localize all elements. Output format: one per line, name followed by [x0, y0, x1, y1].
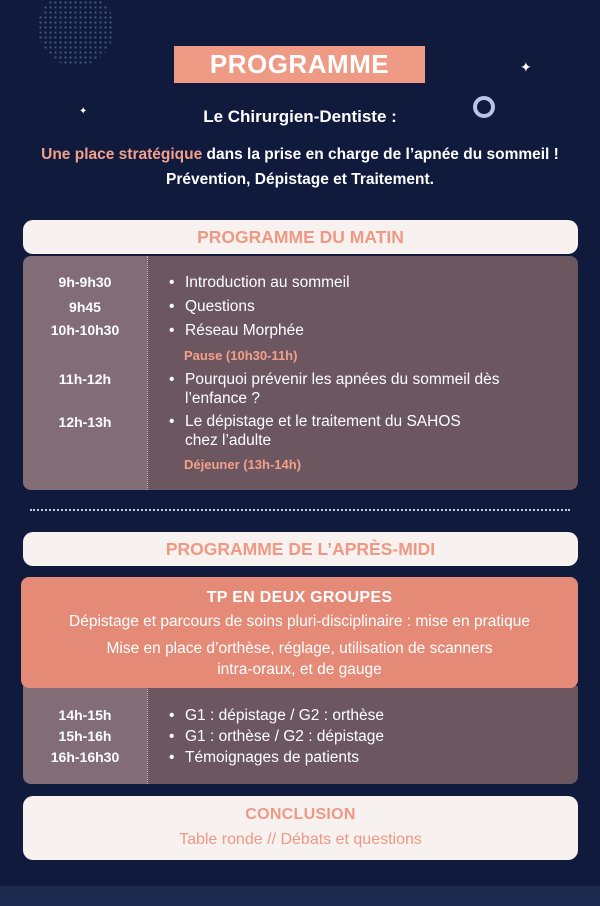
tp-description: Mise en place d’orthèse, réglage, utilisation de scanners	[106, 640, 493, 657]
schedule-item: • Le dépistage et le traitement du SAHOS chez l’adulte	[169, 413, 461, 449]
subtitle-themes: Prévention, Dépistage et Traitement.	[166, 171, 434, 188]
morning-section-title: PROGRAMME DU MATIN	[23, 220, 578, 254]
pause-label: Pause (10h30-11h)	[184, 348, 298, 363]
schedule-item: • Témoignages de patients	[169, 749, 360, 766]
time-label: 9h-9h30	[58, 274, 112, 290]
subtitle-role: Le Chirurgien-Dentiste :	[203, 107, 397, 126]
time-label: 12h-13h	[58, 414, 112, 430]
schedule-item: • Réseau Morphée	[169, 322, 304, 339]
schedule-item: • Introduction au sommeil	[169, 274, 350, 291]
conclusion-text: Table ronde // Débats et questions	[179, 831, 422, 848]
sparkle-icon: ✦	[79, 106, 88, 117]
time-label: 10h-10h30	[50, 322, 120, 338]
dotted-circle-decoration	[38, 0, 114, 66]
afternoon-section-title: PROGRAMME DE L’APRÈS-MIDI	[23, 532, 578, 566]
time-label: 9h45	[69, 299, 101, 315]
tagline-rest: dans la prise en charge de l’apnée du sommeil !	[202, 146, 559, 163]
tagline-highlight: Une place stratégique	[41, 146, 203, 163]
tp-description: Dépistage et parcours de soins pluri-disciplinaire : mise en pratique	[69, 613, 530, 630]
tp-title: TP EN DEUX GROUPES	[206, 589, 393, 606]
tp-description: intra-oraux, et de gauge	[217, 661, 382, 678]
dotted-divider	[147, 686, 148, 784]
lunch-label: Déjeuner (13h-14h)	[184, 457, 302, 472]
time-label: 14h-15h	[58, 707, 112, 723]
schedule-item: • Pourquoi prévenir les apnées du sommeil dès l’enfance ?	[169, 371, 500, 407]
schedule-item: • G1 : orthèse / G2 : dépistage	[169, 728, 385, 745]
time-label: 16h-16h30	[50, 749, 120, 765]
conclusion-box	[23, 796, 578, 860]
schedule-item: • Questions	[169, 298, 255, 315]
tp-groups-box	[21, 577, 578, 688]
footer-band	[0, 886, 600, 906]
sparkle-icon: ✦	[520, 59, 532, 75]
afternoon-schedule	[23, 686, 578, 784]
subtitle-tagline	[0, 146, 600, 164]
time-label: 15h-16h	[58, 728, 112, 744]
dotted-divider	[147, 256, 148, 490]
section-separator	[30, 509, 570, 511]
time-label: 11h-12h	[58, 371, 112, 387]
page-title: PROGRAMME	[174, 46, 425, 83]
schedule-item: • G1 : dépistage / G2 : orthèse	[169, 707, 385, 724]
conclusion-title: CONCLUSION	[245, 806, 356, 823]
morning-schedule	[23, 256, 578, 490]
